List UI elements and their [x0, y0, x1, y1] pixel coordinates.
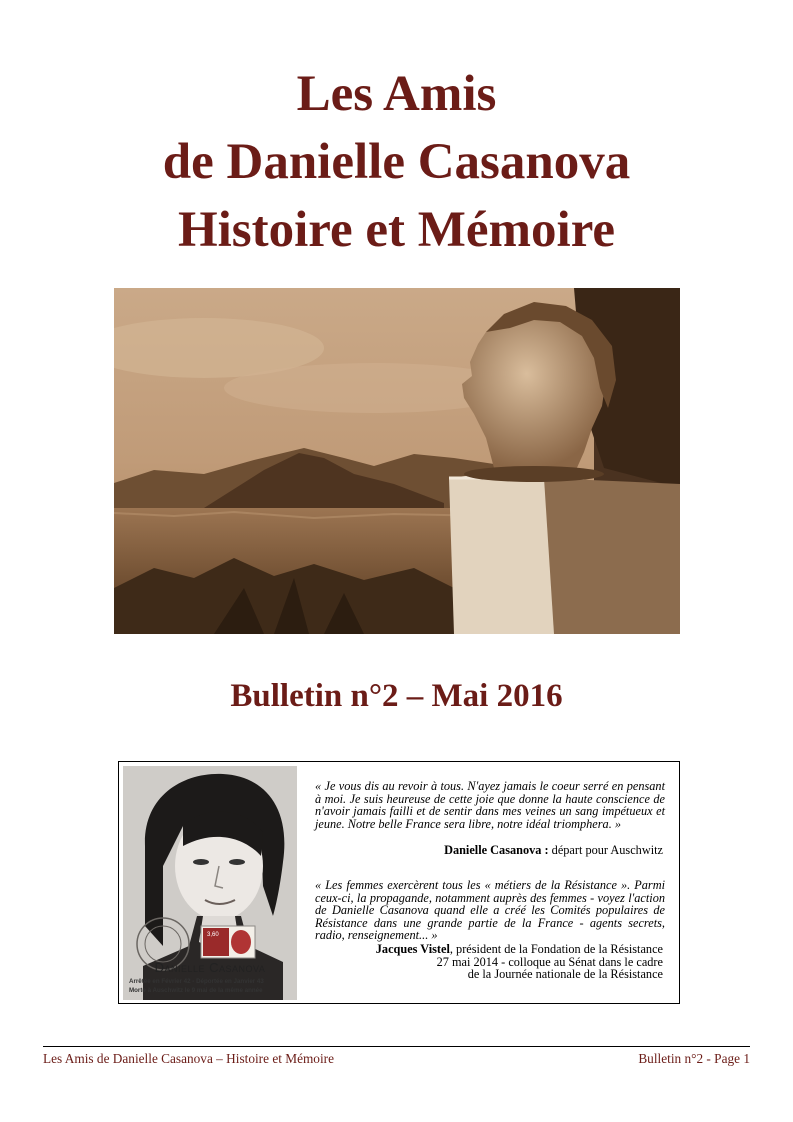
stamp-caption-1: Arrêtée en Février 42 - Déportée en Janvier 43	[129, 978, 264, 985]
quote-1-text: « Je vous dis au revoir à tous. N'ayez jamais le coeur serré en pensant à moi. Je suis heureuse de cette joie que donne la haute conscience de n'avoir jamais failli et de sentir dans mes veines un sang impétueux et jeune. Notre belle France sera libre, notre idéal triomphera. »	[315, 779, 665, 831]
footer-left-text: Les Amis de Danielle Casanova – Histoire et Mémoire	[43, 1051, 334, 1066]
quote-2-line-2: 27 mai 2014 - colloque au Sénat dans le cadre	[436, 954, 663, 969]
quote-box	[118, 761, 680, 1004]
quote-1-note: départ pour Auschwitz	[548, 843, 663, 857]
quote-2-author: Jacques Vistel	[375, 942, 450, 956]
quote-2-note: , président de la Fondation de la Résistance	[449, 942, 663, 956]
quote-2-text: « Les femmes exercèrent tous les « métiers de la Résistance ». Parmi ceux-ci, la propagande, notamment auprès des femmes - voyez l'action de Danielle Casanova quand elle a créé les Comités populaires de Résistance dans une grande partie de la France - agents secrets, radio, renseignement... »	[315, 878, 665, 943]
cover-photo-illustration	[114, 288, 680, 634]
stamp-card	[123, 766, 297, 1000]
footer-page-number: Bulletin n°2 - Page 1	[638, 1051, 750, 1066]
quote-2-line-3: de la Journée nationale de la Résistance	[467, 967, 663, 982]
page-title	[0, 60, 793, 264]
footer-divider	[43, 1046, 750, 1047]
stamp-caption-2: Morte à Auschwitz le 9 mai de la même année	[129, 987, 263, 994]
cover-photo	[114, 288, 680, 634]
bulletin-heading: Bulletin n°2 – Mai 2016	[230, 678, 563, 714]
quote-1-attribution	[444, 844, 663, 857]
title-line-1: Les Amis	[296, 66, 497, 122]
title-line-2: de Danielle Casanova	[162, 134, 631, 190]
quote-2-attribution	[376, 943, 663, 981]
stamp-value: 3,60	[207, 932, 219, 938]
title-line-3: Histoire et Mémoire	[177, 202, 616, 258]
stamp-name: Danielle Casanova	[154, 960, 266, 975]
quote-1-author: Danielle Casanova :	[444, 843, 549, 857]
